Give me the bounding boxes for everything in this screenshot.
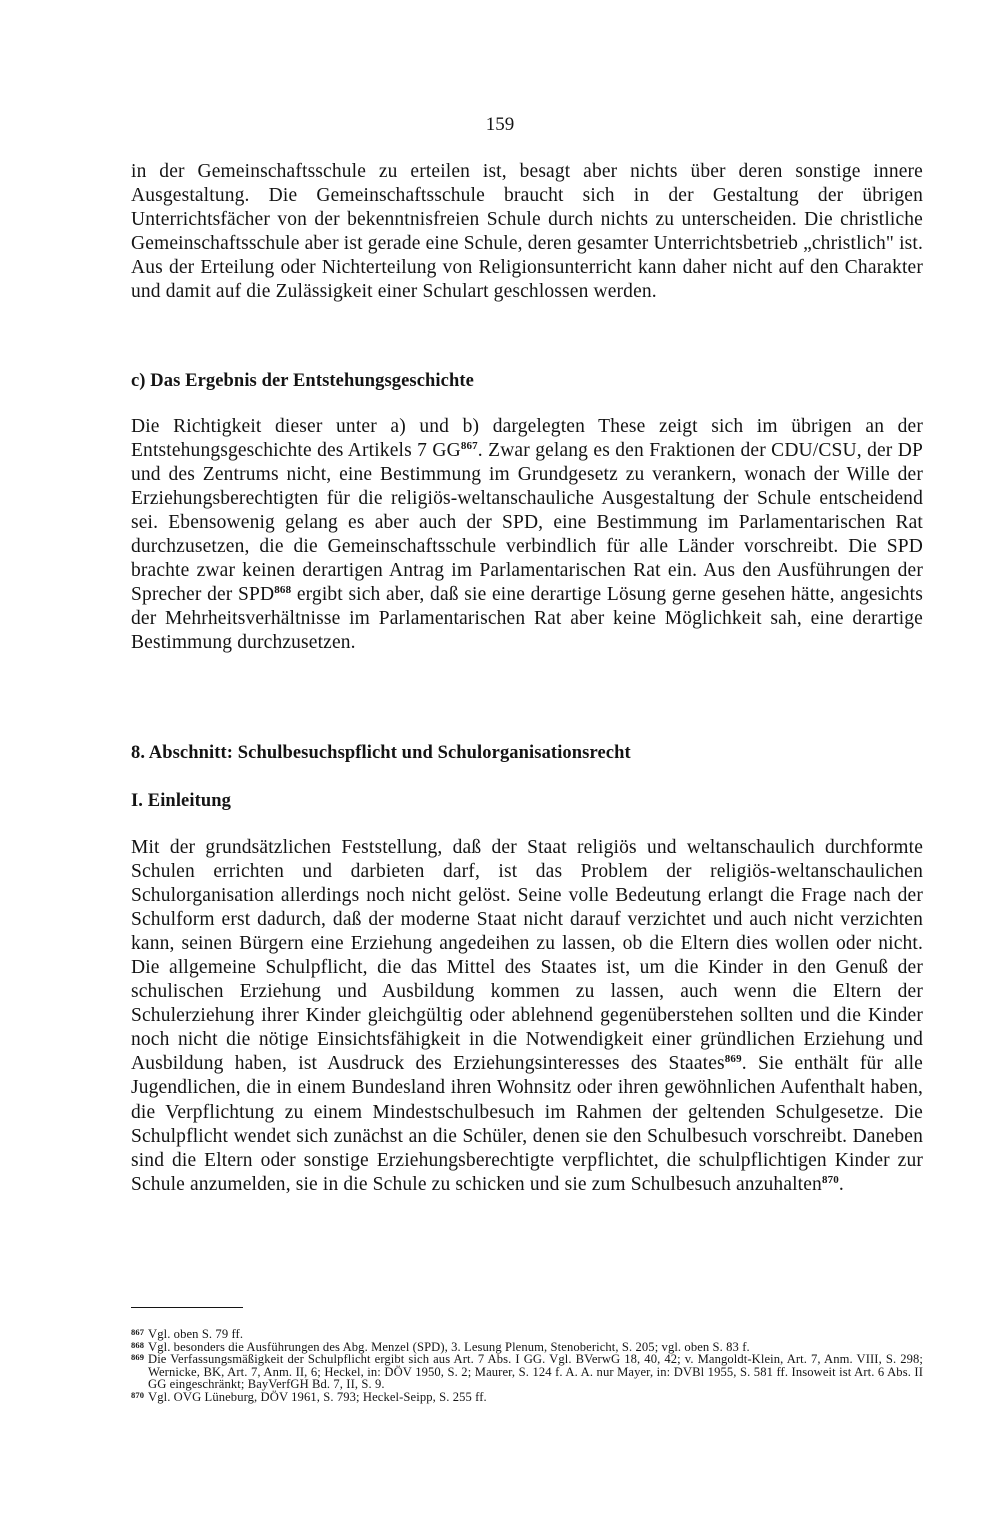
paragraph-text [131,836,923,1197]
footnote-text: Vgl. oben S. 79 ff. [148,1327,244,1341]
footnote-text: Vgl. besonders die Ausführungen des Abg. Menzel (SPD), 3. Lesung Plenum, Stenobericht, S. 205; vgl. oben S. 83 f. [148,1339,750,1354]
footnote-mark: 867 [131,1327,145,1337]
footnote-ref-867[interactable]: 867 [460,440,478,453]
heading-text: I. Einleitung [131,791,231,811]
heading-text: 8. Abschnitt: Schulbesuchspflicht und Schulorganisationsrecht [131,743,631,763]
footnote-870 [131,1391,923,1404]
text-run: . Sie enthält für alle Jugendlichen, die in einem Bundesland ihren Wohnsitz oder ihren gewöhnlichen Aufenthalt haben, die Verpflichtung zu einem Mindestschulbesuch im Rahmen der geltenden Schulgesetze. Die Schulpflicht wendet sich zunächst an die Schüler, denen sie den Schulbesuch vorschreibt. Daneben sind die Eltern oder sonstige Erziehungsberechtigte verpflichtet, die schulpflichtigen Kinder zur Schule anzumelden, sie in die Schule zu schicken und sie zum Schulbesuch anzuhalten [131,1053,923,1195]
text-run: Mit der grundsätzlichen Feststellung, daß der Staat religiös und weltanschaulich durchformte Schulen errichten und darbieten darf, ist das Problem der religiös-weltanschaulichen Schulorganisation allerdings noch nicht gelöst. Seine volle Bedeutung erlangt die Frage nach der Schulform erst dadurch, daß der moderne Staat nicht darauf verzichtet und auch nicht verzichten kann, seinen Bürgern eine Erziehung angedeihen zu lassen, ob die Eltern dies wollen oder nicht. Die allgemeine Schulpflicht, die das Mittel des Staates ist, um die Kinder in den Genuß der schulischen Erziehung und Ausbildung kommen zu lassen, auch wenn die Eltern der Schulerziehung ihrer Kinder gleichgültig oder ablehnend gegenüberstehen sollten und die Kinder noch nicht die nötige Einsichtsfähigkeit in die Notwendigkeit einer gründlichen Erziehung und Ausbildung haben, ist Ausdruck des Erziehungsinteresses des Staates [131,837,923,1075]
text-run: ergibt sich aber, daß sie eine derartige Lösung gerne gesehen hätte, angesichts der Mehrheitsverhältnisse im Parlamentarischen Rat aber keine Möglichkeit sah, eine derartige Bestimmung durchzusetzen. [131,584,923,654]
paragraph-entstehungsgeschichte [131,415,923,655]
heading-text: c) Das Ergebnis der Entstehungsgeschichte [131,371,474,391]
footnote-ref-868[interactable]: 868 [274,584,292,597]
footnote-ref-869[interactable]: 869 [724,1053,742,1066]
footnote-mark: 868 [131,1339,145,1350]
footnote-ref-870[interactable]: 870 [821,1173,839,1186]
section-heading-c [131,369,923,393]
paragraph-einleitung [131,836,923,1197]
paragraph-gemeinschaftsschule [131,160,923,304]
paragraph-text [131,415,923,655]
footnote-mark: 870 [131,1389,145,1400]
footnotes [131,1328,923,1404]
paragraph-text: in der Gemeinschaftsschule zu erteilen ist, besagt aber nichts über deren sonstige innere Ausgestaltung. Die Gemeinschaftsschule braucht sich in der Gestaltung der übrigen Unterrichtsfächer von der bekenntnisfreien Schule durch nichts zu unterscheiden. Die christliche Gemeinschaftsschule aber ist gerade eine Schule, deren gesamter Unterrichtsbetrieb „christlich" ist. Aus der Erteilung oder Nichterteilung von Religionsunterricht kann daher nicht auf den Charakter und damit auf die Zulässigkeit einer Schulart geschlossen werden. [131,161,923,303]
footnote-text: Vgl. OVG Lüneburg, DÖV 1961, S. 793; Heckel-Seipp, S. 255 ff. [148,1389,487,1404]
text-run: Die Richtigkeit dieser unter a) und b) dargelegten These zeigt sich im übrigen an der Entstehungsgeschichte des Artikels 7 GG [131,416,923,462]
text-run: . [838,1173,844,1195]
text-run: . Zwar gelang es den Fraktionen der CDU/CSU, der DP und des Zentrums nicht, eine Bestimmung im Grundgesetz zu verankern, wonach der Wille der Erziehungsberechtigten für die religiös-weltanschauliche Ausgestaltung der Schule entscheidend sei. Ebensowenig gelang es aber auch der SPD, eine Bestimmung im Parlamentarischen Rat durchzusetzen, die die Gemeinschaftsschule verbindlich für alle Länder vorschreibt. Die SPD brachte zwar keinen derartigen Antrag im Parlamentarischen Rat ein. Aus den Ausführungen der Sprecher der SPD [131,440,923,606]
footnote-mark: 869 [131,1352,145,1363]
page-number: 159 [485,114,515,135]
footnote-869 [131,1353,923,1391]
chapter-heading-8 [131,741,923,765]
subsection-heading-I [131,789,923,813]
footnote-text: Die Verfassungsmäßigkeit der Schulpflicht ergibt sich aus Art. 7 Abs. I GG. Vgl. BVerwG 18, 40, 42; v. Mangoldt-Klein, Art. 7, Anm. VIII, S. 298; Wernicke, BK, Art. 7, Anm. II, 6; Heckel, in: DÖV 1950, S. 2; Maurer, S. 124 f. A. A. nur Mayer, in: DVBl 1955, S. 581 ff. Insoweit ist Art. 6 Abs. II GG eingeschränkt; BayVerfGH Bd. 7, II, S. 9. [148,1352,923,1392]
footnote-divider [131,1307,243,1308]
